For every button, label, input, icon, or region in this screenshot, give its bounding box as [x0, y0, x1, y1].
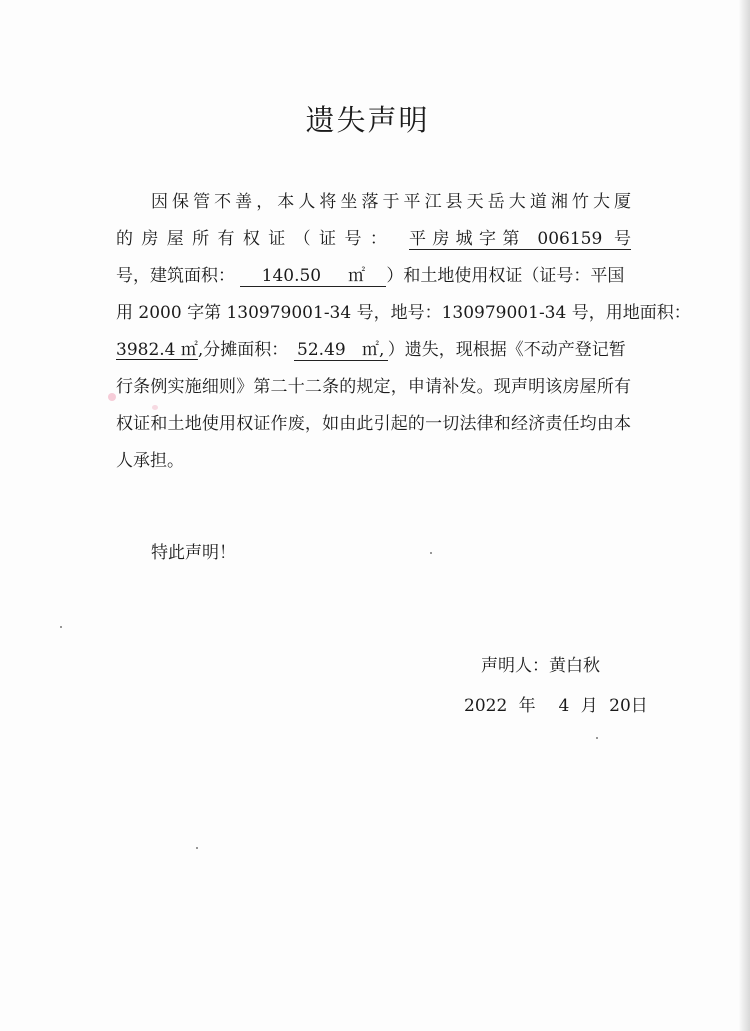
signer-label: 声明人： — [481, 656, 549, 676]
building-area-unit: ㎡ — [348, 266, 366, 286]
body-line-3 — [116, 258, 631, 295]
document-title: 遗失声明 — [305, 103, 430, 137]
body-line-2-text: 的房屋所有权证（证号： — [116, 229, 396, 249]
date-year: 2022 — [464, 696, 508, 716]
building-area-value: 140.50 — [261, 266, 322, 286]
signer-line — [481, 651, 600, 676]
body-line-7: 权证和土地使用权证作废，如由此引起的一切法律和经济责任均由本 — [116, 414, 631, 434]
closing-statement: 特此声明！ — [151, 543, 236, 563]
body-line-3-text: 号，建筑面积： — [116, 266, 235, 286]
body-line-6: 行条例实施细则》第二十二条的规定，申请补发。现声明该房屋所有 — [116, 377, 631, 397]
signer-name: 黄白秋 — [549, 656, 600, 676]
body-line-1: 因保管不善，本人将坐落于平江县天岳大道湘竹大厦 — [151, 192, 631, 212]
land-area-value: 3982.4 ㎡ — [116, 340, 198, 360]
date-day: 20 — [609, 696, 631, 716]
building-area-field — [240, 266, 386, 287]
page-edge-shadow — [738, 0, 750, 1031]
declaration-body — [116, 184, 691, 480]
scan-speck — [196, 847, 198, 849]
scan-speck — [60, 626, 62, 628]
red-ink-mark — [108, 393, 116, 401]
body-line-5-tail: ）遗失，现根据《不动产登记暂 — [387, 340, 626, 360]
scan-speck — [596, 737, 598, 739]
red-ink-mark-small — [152, 405, 158, 410]
certificate-number: 平房城字第 006159 号 — [409, 229, 631, 249]
body-line-4: 用 2000 字第 130979001-34 号，地号：130979001-34 号，用地面积： — [116, 303, 691, 323]
body-line-5 — [116, 332, 631, 369]
shared-area-value: 52.49 — [297, 340, 346, 360]
body-line-2 — [116, 221, 631, 258]
body-line-3-tail: ）和土地使用权证（证号：平国 — [386, 266, 625, 286]
body-line-8: 人承担。 — [116, 451, 184, 471]
shared-area-field: 52.49 ㎡, — [294, 340, 388, 361]
declaration-date — [464, 691, 648, 716]
body-line-5-text: ,分摊面积： — [197, 340, 289, 360]
date-day-unit: 日 — [630, 696, 648, 716]
date-month: 4 — [558, 696, 570, 716]
shared-area-unit: ㎡ — [361, 340, 379, 360]
date-month-unit: 月 — [580, 696, 598, 716]
date-year-unit: 年 — [518, 696, 536, 716]
scan-speck — [430, 552, 432, 554]
